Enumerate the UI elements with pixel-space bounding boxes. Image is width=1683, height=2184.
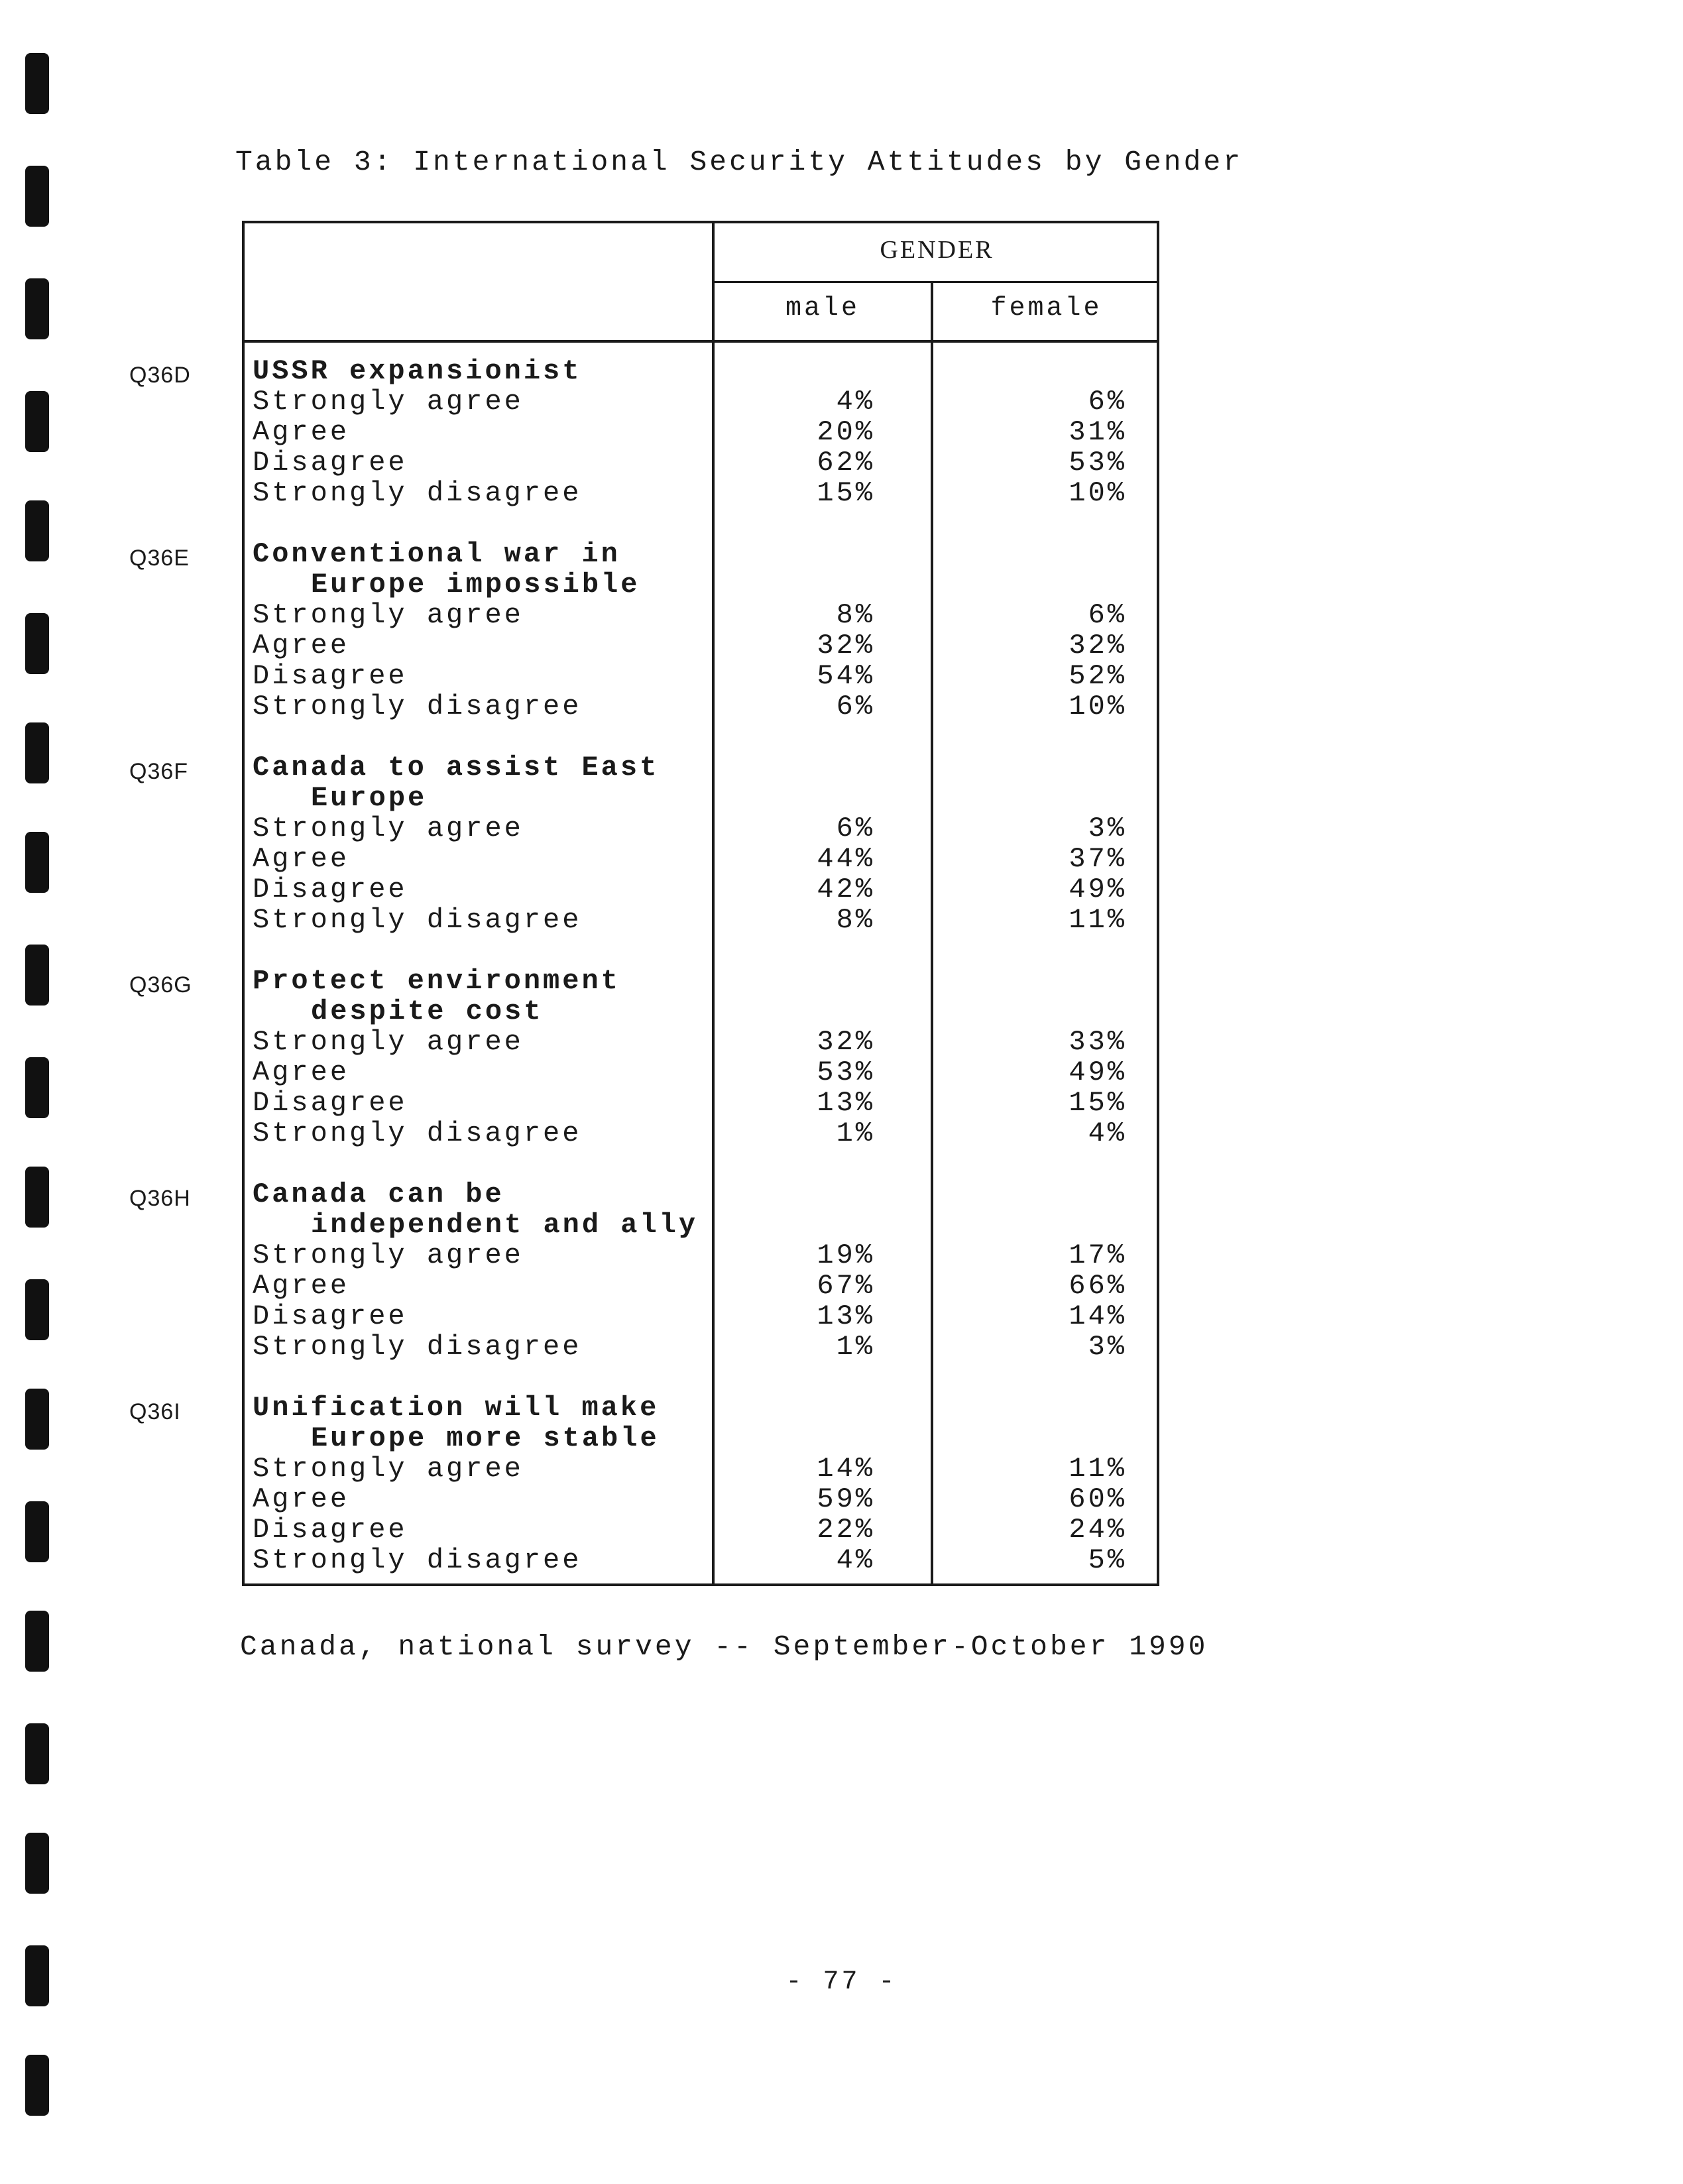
female-value: 31% bbox=[1069, 416, 1127, 448]
female-value: 10% bbox=[1069, 691, 1127, 722]
table-row bbox=[245, 478, 1157, 508]
question-group bbox=[245, 752, 1157, 935]
response-label: Strongly agree bbox=[253, 599, 524, 631]
response-label: Agree bbox=[253, 630, 350, 661]
question-title-line bbox=[245, 539, 1157, 569]
table-row bbox=[245, 1057, 1157, 1088]
male-value: 44% bbox=[817, 843, 875, 875]
binding-hole-mark bbox=[25, 945, 49, 1006]
question-title: independent and ally bbox=[311, 1209, 699, 1241]
response-label: Disagree bbox=[253, 447, 408, 479]
question-title: Europe bbox=[311, 782, 428, 814]
binding-hole-mark bbox=[25, 2055, 49, 2116]
male-value: 19% bbox=[817, 1239, 875, 1271]
results-table bbox=[242, 221, 1159, 1586]
female-value: 14% bbox=[1069, 1300, 1127, 1332]
question-group bbox=[245, 356, 1157, 508]
table-row bbox=[245, 905, 1157, 935]
table-row bbox=[245, 630, 1157, 661]
female-value: 3% bbox=[1088, 813, 1127, 844]
binding-hole-mark bbox=[25, 166, 49, 227]
male-value: 62% bbox=[817, 447, 875, 479]
question-title-line bbox=[245, 1393, 1157, 1423]
question-code: Q36F bbox=[129, 759, 189, 784]
binding-hole-mark bbox=[25, 1389, 49, 1450]
male-value: 15% bbox=[817, 477, 875, 509]
question-title: Europe impossible bbox=[311, 569, 640, 601]
question-code: Q36E bbox=[129, 546, 190, 571]
female-value: 49% bbox=[1069, 1057, 1127, 1088]
table-row bbox=[245, 691, 1157, 722]
response-label: Strongly agree bbox=[253, 1453, 524, 1485]
gender-header: GENDER bbox=[880, 236, 994, 264]
female-value: 5% bbox=[1088, 1544, 1127, 1576]
response-label: Disagree bbox=[253, 660, 408, 692]
binding-hole-mark bbox=[25, 832, 49, 893]
question-title: despite cost bbox=[311, 996, 544, 1027]
female-value: 3% bbox=[1088, 1331, 1127, 1363]
response-label: Strongly agree bbox=[253, 813, 524, 844]
binding-hole-mark bbox=[25, 722, 49, 783]
question-title: Europe more stable bbox=[311, 1422, 660, 1454]
question-group bbox=[245, 966, 1157, 1149]
question-title-line bbox=[245, 1423, 1157, 1454]
male-value: 8% bbox=[836, 599, 875, 631]
table-row bbox=[245, 1301, 1157, 1332]
question-code: Q36H bbox=[129, 1186, 191, 1211]
male-value: 22% bbox=[817, 1514, 875, 1546]
table-row bbox=[245, 661, 1157, 691]
response-label: Strongly disagree bbox=[253, 691, 582, 722]
question-title: Canada can be bbox=[253, 1178, 504, 1210]
question-title-line bbox=[245, 1179, 1157, 1210]
binding-hole-mark bbox=[25, 613, 49, 674]
male-value: 67% bbox=[817, 1270, 875, 1302]
header-divider bbox=[712, 281, 1157, 283]
binding-hole-mark bbox=[25, 1611, 49, 1672]
question-title: Protect environment bbox=[253, 965, 620, 997]
male-value: 14% bbox=[817, 1453, 875, 1485]
table-row bbox=[245, 1271, 1157, 1301]
female-value: 6% bbox=[1088, 386, 1127, 418]
response-label: Disagree bbox=[253, 874, 408, 905]
male-value: 1% bbox=[836, 1118, 875, 1149]
question-code: Q36D bbox=[129, 363, 191, 388]
question-title: Canada to assist East bbox=[253, 752, 660, 783]
female-value: 60% bbox=[1069, 1483, 1127, 1515]
response-label: Agree bbox=[253, 1270, 350, 1302]
binding-hole-mark bbox=[25, 1279, 49, 1340]
binding-holes bbox=[25, 0, 49, 2184]
binding-hole-mark bbox=[25, 500, 49, 561]
question-title-line bbox=[245, 569, 1157, 600]
female-value: 11% bbox=[1069, 904, 1127, 936]
table-row bbox=[245, 1118, 1157, 1149]
response-label: Strongly disagree bbox=[253, 1331, 582, 1363]
binding-hole-mark bbox=[25, 53, 49, 114]
table-row bbox=[245, 1240, 1157, 1271]
male-value: 1% bbox=[836, 1331, 875, 1363]
female-value: 4% bbox=[1088, 1118, 1127, 1149]
binding-hole-mark bbox=[25, 1833, 49, 1894]
table-row bbox=[245, 447, 1157, 478]
table-row bbox=[245, 386, 1157, 417]
female-value: 33% bbox=[1069, 1026, 1127, 1058]
binding-hole-mark bbox=[25, 1167, 49, 1228]
column-header-male: male bbox=[785, 294, 860, 323]
response-label: Disagree bbox=[253, 1514, 408, 1546]
male-value: 6% bbox=[836, 813, 875, 844]
question-title: Conventional war in bbox=[253, 538, 620, 570]
male-value: 59% bbox=[817, 1483, 875, 1515]
response-label: Agree bbox=[253, 1057, 350, 1088]
question-group bbox=[245, 1393, 1157, 1576]
response-label: Strongly agree bbox=[253, 1239, 524, 1271]
response-label: Strongly disagree bbox=[253, 1118, 582, 1149]
response-label: Disagree bbox=[253, 1300, 408, 1332]
response-label: Agree bbox=[253, 416, 350, 448]
question-title-line bbox=[245, 996, 1157, 1027]
page-number: - 77 - bbox=[785, 1967, 898, 1997]
female-value: 32% bbox=[1069, 630, 1127, 661]
question-group bbox=[245, 1179, 1157, 1362]
table-row bbox=[245, 1088, 1157, 1118]
female-value: 17% bbox=[1069, 1239, 1127, 1271]
table-row bbox=[245, 874, 1157, 905]
female-value: 11% bbox=[1069, 1453, 1127, 1485]
question-title-line bbox=[245, 1210, 1157, 1240]
binding-hole-mark bbox=[25, 391, 49, 452]
header-bottom-rule bbox=[245, 340, 1157, 343]
male-value: 32% bbox=[817, 1026, 875, 1058]
male-value: 4% bbox=[836, 386, 875, 418]
binding-hole-mark bbox=[25, 1723, 49, 1784]
female-value: 15% bbox=[1069, 1087, 1127, 1119]
table-row bbox=[245, 1545, 1157, 1576]
male-value: 20% bbox=[817, 416, 875, 448]
response-label: Strongly disagree bbox=[253, 1544, 582, 1576]
male-value: 42% bbox=[817, 874, 875, 905]
female-value: 37% bbox=[1069, 843, 1127, 875]
question-title: USSR expansionist bbox=[253, 355, 582, 387]
question-code: Q36G bbox=[129, 972, 192, 998]
male-value: 4% bbox=[836, 1544, 875, 1576]
female-value: 53% bbox=[1069, 447, 1127, 479]
female-value: 10% bbox=[1069, 477, 1127, 509]
male-value: 13% bbox=[817, 1300, 875, 1332]
male-value: 54% bbox=[817, 660, 875, 692]
question-title-line bbox=[245, 356, 1157, 386]
female-value: 49% bbox=[1069, 874, 1127, 905]
response-label: Agree bbox=[253, 843, 350, 875]
response-label: Disagree bbox=[253, 1087, 408, 1119]
table-row bbox=[245, 600, 1157, 630]
binding-hole-mark bbox=[25, 278, 49, 339]
column-header-female: female bbox=[990, 294, 1102, 323]
female-value: 52% bbox=[1069, 660, 1127, 692]
question-title-line bbox=[245, 752, 1157, 783]
male-value: 6% bbox=[836, 691, 875, 722]
question-title: Unification will make bbox=[253, 1392, 660, 1424]
male-value: 32% bbox=[817, 630, 875, 661]
question-title-line bbox=[245, 783, 1157, 813]
female-value: 66% bbox=[1069, 1270, 1127, 1302]
female-value: 6% bbox=[1088, 599, 1127, 631]
table-row bbox=[245, 1332, 1157, 1362]
table-row bbox=[245, 1484, 1157, 1515]
binding-hole-mark bbox=[25, 1501, 49, 1562]
question-title-line bbox=[245, 966, 1157, 996]
binding-hole-mark bbox=[25, 1057, 49, 1118]
question-code: Q36I bbox=[129, 1399, 181, 1424]
table-row bbox=[245, 844, 1157, 874]
table-row bbox=[245, 1515, 1157, 1545]
table-row bbox=[245, 813, 1157, 844]
table-row bbox=[245, 1027, 1157, 1057]
response-label: Strongly disagree bbox=[253, 904, 582, 936]
response-label: Strongly agree bbox=[253, 386, 524, 418]
table-body bbox=[245, 356, 1157, 1606]
footnote: Canada, national survey -- September-October 1990 bbox=[240, 1631, 1208, 1663]
table-title: Table 3: International Security Attitudes by Gender bbox=[235, 146, 1244, 178]
response-label: Strongly disagree bbox=[253, 477, 582, 509]
male-value: 53% bbox=[817, 1057, 875, 1088]
male-value: 8% bbox=[836, 904, 875, 936]
table-row bbox=[245, 417, 1157, 447]
female-value: 24% bbox=[1069, 1514, 1127, 1546]
response-label: Agree bbox=[253, 1483, 350, 1515]
table-row bbox=[245, 1454, 1157, 1484]
male-value: 13% bbox=[817, 1087, 875, 1119]
response-label: Strongly agree bbox=[253, 1026, 524, 1058]
question-group bbox=[245, 539, 1157, 722]
